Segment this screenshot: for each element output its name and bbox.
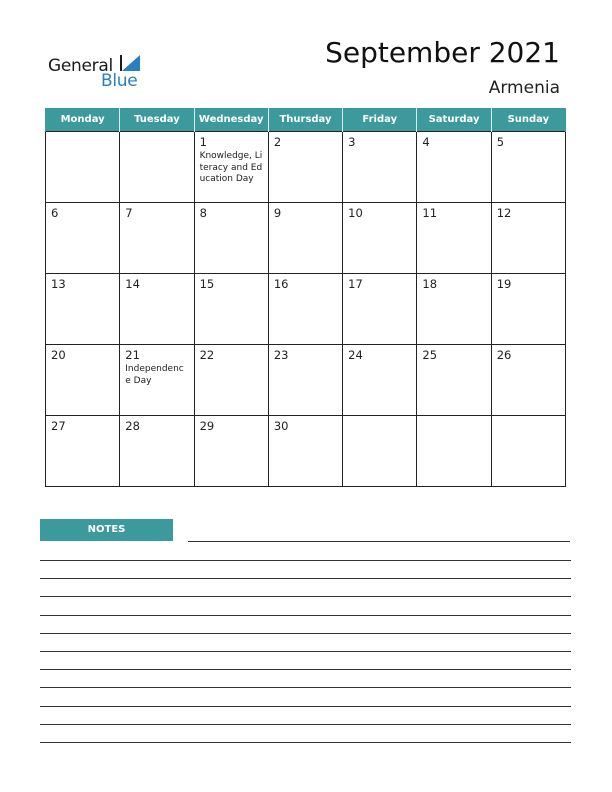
day-cell[interactable] <box>194 345 268 416</box>
logo-triangle-icon <box>118 54 142 72</box>
day-cell[interactable] <box>491 132 565 203</box>
day-number: 3 <box>348 135 356 149</box>
day-number: 29 <box>199 419 215 433</box>
day-cell[interactable] <box>268 203 342 274</box>
day-number: 10 <box>348 206 363 220</box>
day-number: 24 <box>348 348 363 362</box>
day-cell[interactable] <box>491 345 565 416</box>
notes-line[interactable] <box>40 706 571 707</box>
day-cell[interactable] <box>491 203 565 274</box>
weekday-header-row <box>46 108 566 132</box>
day-cell[interactable] <box>417 416 491 487</box>
notes-line[interactable] <box>40 633 571 634</box>
day-cell[interactable] <box>491 416 565 487</box>
day-cell[interactable] <box>343 416 417 487</box>
weekday-header: Sunday <box>491 108 565 132</box>
day-number: 11 <box>422 206 438 220</box>
day-cell[interactable] <box>268 274 342 345</box>
day-number: 30 <box>273 419 289 433</box>
day-number: 7 <box>125 206 133 220</box>
holiday-label: Knowledge, Literacy and Education Day <box>199 151 263 184</box>
weekday-header: Thursday <box>268 108 342 132</box>
day-cell[interactable] <box>343 132 417 203</box>
day-cell[interactable] <box>46 203 120 274</box>
notes-line[interactable] <box>40 615 571 616</box>
weekday-header: Tuesday <box>120 108 194 132</box>
week-row <box>46 132 566 203</box>
day-number: 20 <box>51 348 66 362</box>
week-row <box>46 416 566 487</box>
logo-text-general: General <box>48 56 113 76</box>
day-number: 1 <box>199 135 207 149</box>
day-number: 13 <box>51 277 66 291</box>
day-number: 25 <box>422 348 438 362</box>
notes-line[interactable] <box>40 669 571 670</box>
day-number: 9 <box>273 206 282 220</box>
day-cell[interactable] <box>343 203 417 274</box>
day-number: 5 <box>496 135 505 149</box>
notes-line[interactable] <box>188 541 570 542</box>
day-number: 15 <box>199 277 215 291</box>
holiday-label: Independence Day <box>125 364 184 386</box>
notes-line[interactable] <box>40 560 571 561</box>
day-number: 23 <box>273 348 289 362</box>
general-blue-logo <box>48 52 158 92</box>
weekday-header: Monday <box>46 108 120 132</box>
day-number: 4 <box>422 135 430 149</box>
notes-line[interactable] <box>40 742 571 743</box>
day-cell[interactable] <box>417 274 491 345</box>
day-cell[interactable] <box>194 416 268 487</box>
day-cell[interactable] <box>46 132 120 203</box>
logo-text-blue: Blue <box>101 71 138 91</box>
day-number: 22 <box>199 348 215 362</box>
day-number: 6 <box>51 206 59 220</box>
day-cell[interactable] <box>417 345 491 416</box>
notes-line[interactable] <box>40 651 571 652</box>
day-cell[interactable] <box>46 345 120 416</box>
day-number: 28 <box>125 419 140 433</box>
notes-line[interactable] <box>40 724 571 725</box>
day-number: 12 <box>496 206 512 220</box>
day-number: 2 <box>273 135 282 149</box>
day-cell[interactable] <box>120 416 194 487</box>
calendar-grid <box>45 108 566 487</box>
day-cell[interactable] <box>120 345 194 416</box>
day-cell[interactable] <box>417 203 491 274</box>
weekday-header: Wednesday <box>194 108 268 132</box>
week-row <box>46 345 566 416</box>
day-cell[interactable] <box>120 274 194 345</box>
day-cell[interactable] <box>194 132 268 203</box>
notes-label: NOTES <box>40 519 173 541</box>
day-cell[interactable] <box>268 416 342 487</box>
calendar-body <box>46 132 566 487</box>
day-cell[interactable] <box>120 132 194 203</box>
day-cell[interactable] <box>491 274 565 345</box>
day-cell[interactable] <box>46 416 120 487</box>
country-name: Armenia <box>488 78 560 98</box>
day-cell[interactable] <box>417 132 491 203</box>
day-number: 18 <box>422 277 438 291</box>
day-number: 16 <box>273 277 289 291</box>
week-row <box>46 274 566 345</box>
day-number: 21 <box>125 348 140 362</box>
notes-line[interactable] <box>40 578 571 579</box>
day-cell[interactable] <box>194 203 268 274</box>
day-cell[interactable] <box>343 274 417 345</box>
day-number: 27 <box>51 419 66 433</box>
notes-line[interactable] <box>40 687 571 688</box>
weekday-header: Saturday <box>417 108 491 132</box>
day-number: 19 <box>496 277 512 291</box>
day-cell[interactable] <box>268 132 342 203</box>
notes-line[interactable] <box>40 596 571 597</box>
day-number: 17 <box>348 277 363 291</box>
day-cell[interactable] <box>120 203 194 274</box>
day-cell[interactable] <box>46 274 120 345</box>
weekday-header: Friday <box>343 108 417 132</box>
day-cell[interactable] <box>343 345 417 416</box>
day-cell[interactable] <box>268 345 342 416</box>
week-row <box>46 203 566 274</box>
day-cell[interactable] <box>194 274 268 345</box>
day-number: 14 <box>125 277 140 291</box>
day-number: 26 <box>496 348 512 362</box>
day-number: 8 <box>199 206 207 220</box>
page-title: September 2021 <box>325 36 560 69</box>
